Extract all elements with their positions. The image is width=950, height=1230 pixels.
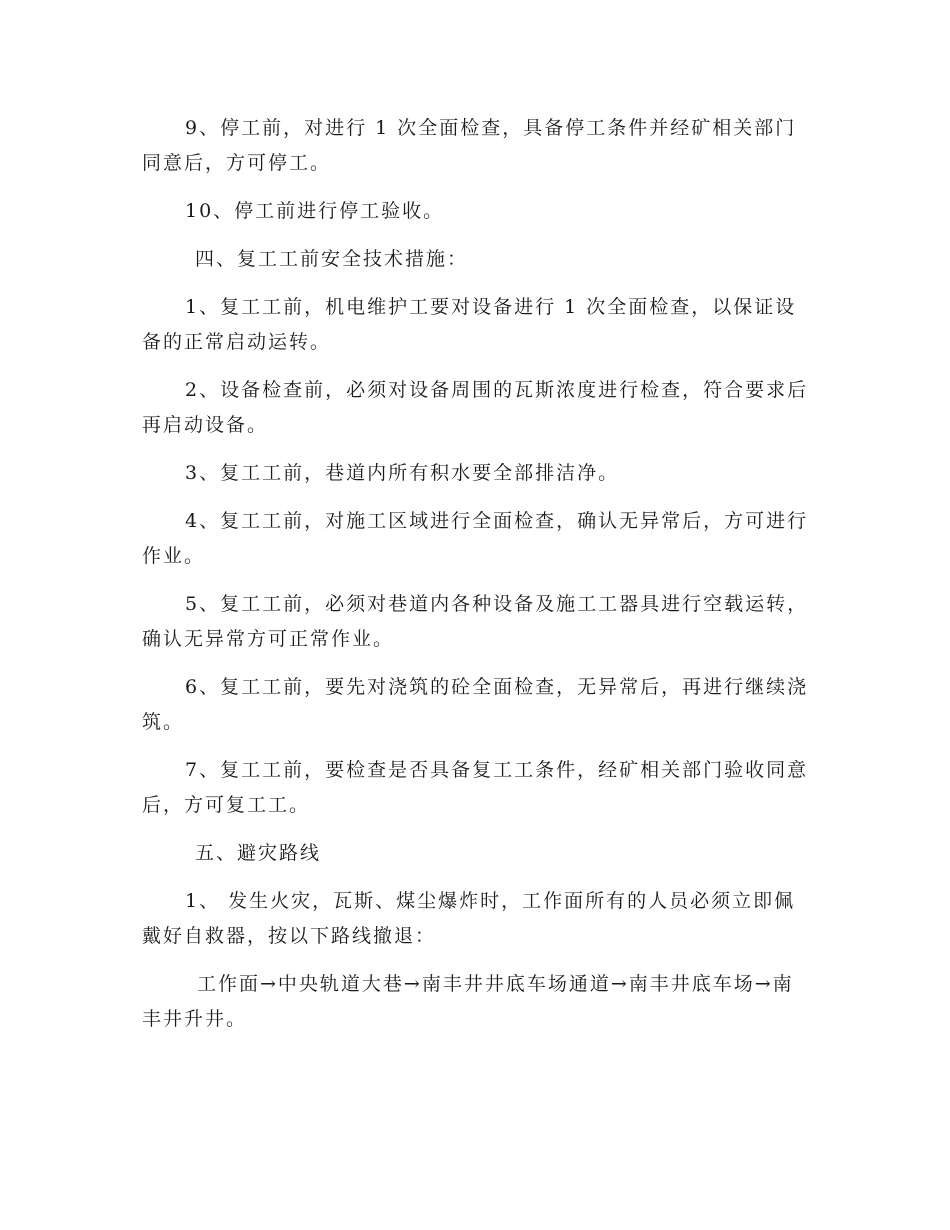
paragraph-item-10: 10、停工前进行停工验收。 bbox=[185, 200, 445, 222]
paragraph-item-1: 1、复工工前，机电维护工要对设备进行 1 次全面检查，以保证设备的正常启动运转。 bbox=[142, 296, 797, 353]
paragraph-item-6: 6、复工工前，要先对浇筑的砼全面检查，无异常后，再进行继续浇筑。 bbox=[142, 676, 809, 733]
section-heading-5: 五、避灾路线 bbox=[195, 842, 322, 864]
paragraph-evacuation-1: 1、 发生火灾，瓦斯、煤尘爆炸时，工作面所有的人员必须立即佩戴好自救器，按以下路线撤退： bbox=[142, 890, 796, 947]
evacuation-route: 工作面→中央轨道大巷→南丰井井底车场通道→南丰井底车场→南丰井升井。 bbox=[142, 973, 794, 1030]
paragraph-item-3: 3、复工工前，巷道内所有积水要全部排洁净。 bbox=[185, 462, 620, 484]
paragraph-item-2: 2、设备检查前，必须对设备周围的瓦斯浓度进行检查，符合要求后再启动设备。 bbox=[142, 379, 809, 436]
paragraph-item-5: 5、复工工前，必须对巷道内各种设备及施工工器具进行空载运转，确认无异常方可正常作业。 bbox=[142, 593, 809, 650]
section-heading-4: 四、复工工前安全技术措施： bbox=[195, 248, 469, 270]
paragraph-item-7: 7、复工工前，要检查是否具备复工工条件，经矿相关部门验收同意后，方可复工工。 bbox=[142, 759, 809, 816]
paragraph-item-4: 4、复工工前，对施工区域进行全面检查，确认无异常后，方可进行作业。 bbox=[142, 510, 809, 567]
document-body bbox=[142, 111, 812, 1050]
paragraph-item-9: 9、停工前，对进行 1 次全面检查，具备停工条件并经矿相关部门同意后，方可停工。 bbox=[142, 117, 797, 174]
